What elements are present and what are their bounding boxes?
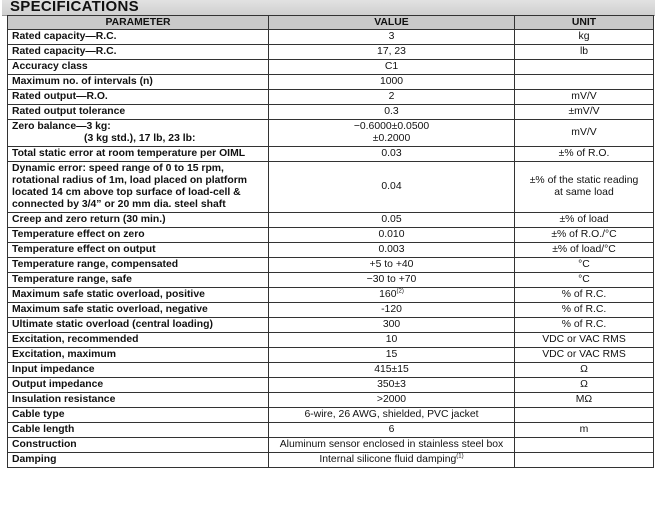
unit-cell: mV/V <box>515 120 654 147</box>
table-row <box>8 75 654 90</box>
param-cell: Ultimate static overload (central loading) <box>8 318 269 333</box>
param-cell: Temperature range, compensated <box>8 258 269 273</box>
value-cell: 10 <box>269 333 515 348</box>
table-row <box>8 453 654 468</box>
param-cell: Rated capacity—R.C. <box>8 45 269 60</box>
param-line: Dynamic error: speed range of 0 to 15 rpm, <box>12 163 224 174</box>
unit-cell: ±% of R.O./°C <box>515 228 654 243</box>
table-row <box>8 213 654 228</box>
value-text: 160 <box>379 289 397 300</box>
table-row <box>8 30 654 45</box>
table-row <box>8 120 654 147</box>
table-row <box>8 105 654 120</box>
param-cell: Maximum safe static overload, negative <box>8 303 269 318</box>
unit-cell: Ω <box>515 378 654 393</box>
unit-cell: Ω <box>515 363 654 378</box>
value-cell: 3 <box>269 30 515 45</box>
param-cell: Excitation, maximum <box>8 348 269 363</box>
param-line: connected by 3/4” or 20 mm dia. steel shaft <box>12 199 226 210</box>
value-cell: Aluminum sensor enclosed in stainless steel box <box>269 438 515 453</box>
table-row <box>8 363 654 378</box>
value-cell <box>269 453 515 468</box>
value-cell: 17, 23 <box>269 45 515 60</box>
param-line: located 14 cm above top surface of load-cell & <box>12 187 241 198</box>
unit-cell <box>515 438 654 453</box>
unit-cell: °C <box>515 258 654 273</box>
value-line: ±0.2000 <box>372 133 411 144</box>
value-line: −0.6000±0.0500 <box>353 121 430 132</box>
table-row <box>8 393 654 408</box>
footnote-marker: (2) <box>396 288 404 295</box>
value-cell: C1 <box>269 60 515 75</box>
value-cell <box>269 288 515 303</box>
value-cell: -120 <box>269 303 515 318</box>
param-cell: Total static error at room temperature per OIML <box>8 147 269 162</box>
param-cell: Temperature effect on output <box>8 243 269 258</box>
unit-line: ±% of the static reading <box>529 175 639 186</box>
table-row <box>8 258 654 273</box>
unit-line: at same load <box>554 187 614 198</box>
value-cell: 415±15 <box>269 363 515 378</box>
value-cell: 0.3 <box>269 105 515 120</box>
value-cell <box>269 120 515 147</box>
param-line: Zero balance—3 kg: <box>12 121 111 132</box>
value-cell: 2 <box>269 90 515 105</box>
value-cell: −30 to +70 <box>269 273 515 288</box>
param-cell: Maximum no. of intervals (n) <box>8 75 269 90</box>
header-value: VALUE <box>269 16 515 30</box>
specifications-table <box>7 15 654 468</box>
param-cell: Accuracy class <box>8 60 269 75</box>
value-cell: 6 <box>269 423 515 438</box>
param-cell: Temperature effect on zero <box>8 228 269 243</box>
table-row <box>8 60 654 75</box>
param-cell <box>8 120 269 147</box>
unit-cell: ±% of R.O. <box>515 147 654 162</box>
unit-cell: % of R.C. <box>515 288 654 303</box>
table-row <box>8 243 654 258</box>
param-cell: Cable length <box>8 423 269 438</box>
param-cell: Insulation resistance <box>8 393 269 408</box>
param-cell: Damping <box>8 453 269 468</box>
unit-cell: % of R.C. <box>515 303 654 318</box>
table-row <box>8 348 654 363</box>
param-line: rotational radius of 1m, load placed on platform <box>12 175 247 186</box>
value-cell: 350±3 <box>269 378 515 393</box>
unit-cell: % of R.C. <box>515 318 654 333</box>
param-line: (3 kg std.), 17 lb, 23 lb: <box>84 133 196 144</box>
value-cell: 15 <box>269 348 515 363</box>
unit-cell: ±% of load <box>515 213 654 228</box>
unit-cell <box>515 75 654 90</box>
param-cell: Rated capacity—R.C. <box>8 30 269 45</box>
unit-cell: VDC or VAC RMS <box>515 333 654 348</box>
table-row <box>8 408 654 423</box>
section-title: SPECIFICATIONS <box>10 0 139 15</box>
value-cell: 0.003 <box>269 243 515 258</box>
value-cell: 1000 <box>269 75 515 90</box>
value-cell: >2000 <box>269 393 515 408</box>
param-cell: Rated output tolerance <box>8 105 269 120</box>
unit-cell: ±% of load/°C <box>515 243 654 258</box>
value-cell: 0.04 <box>269 162 515 213</box>
table-row <box>8 438 654 453</box>
param-cell: Maximum safe static overload, positive <box>8 288 269 303</box>
header-unit: UNIT <box>515 16 654 30</box>
table-row <box>8 333 654 348</box>
table-row <box>8 90 654 105</box>
table-row <box>8 162 654 213</box>
param-cell: Excitation, recommended <box>8 333 269 348</box>
value-cell: 0.05 <box>269 213 515 228</box>
param-cell: Rated output—R.O. <box>8 90 269 105</box>
value-text: Internal silicone fluid damping <box>319 454 457 465</box>
param-cell: Input impedance <box>8 363 269 378</box>
header-parameter: PARAMETER <box>8 16 269 30</box>
header-row <box>8 16 654 30</box>
param-cell <box>8 162 269 213</box>
table-row <box>8 273 654 288</box>
param-cell: Output impedance <box>8 378 269 393</box>
title-band <box>2 0 655 16</box>
value-cell: 0.010 <box>269 228 515 243</box>
param-cell: Creep and zero return (30 min.) <box>8 213 269 228</box>
table-row <box>8 423 654 438</box>
unit-cell: VDC or VAC RMS <box>515 348 654 363</box>
footnote-marker: (1) <box>456 453 464 460</box>
unit-cell <box>515 162 654 213</box>
unit-cell: °C <box>515 273 654 288</box>
value-cell: 300 <box>269 318 515 333</box>
unit-cell: mV/V <box>515 90 654 105</box>
value-cell: 0.03 <box>269 147 515 162</box>
table-row <box>8 318 654 333</box>
unit-cell: lb <box>515 45 654 60</box>
table-row <box>8 303 654 318</box>
table-row <box>8 378 654 393</box>
param-cell: Construction <box>8 438 269 453</box>
unit-cell <box>515 60 654 75</box>
unit-cell <box>515 453 654 468</box>
param-cell: Temperature range, safe <box>8 273 269 288</box>
table-row <box>8 45 654 60</box>
unit-cell: kg <box>515 30 654 45</box>
table-row <box>8 288 654 303</box>
unit-cell: m <box>515 423 654 438</box>
value-cell: +5 to +40 <box>269 258 515 273</box>
param-cell: Cable type <box>8 408 269 423</box>
table-row <box>8 147 654 162</box>
unit-cell <box>515 408 654 423</box>
unit-cell: ±mV/V <box>515 105 654 120</box>
value-cell: 6-wire, 26 AWG, shielded, PVC jacket <box>269 408 515 423</box>
table-row <box>8 228 654 243</box>
unit-cell: MΩ <box>515 393 654 408</box>
